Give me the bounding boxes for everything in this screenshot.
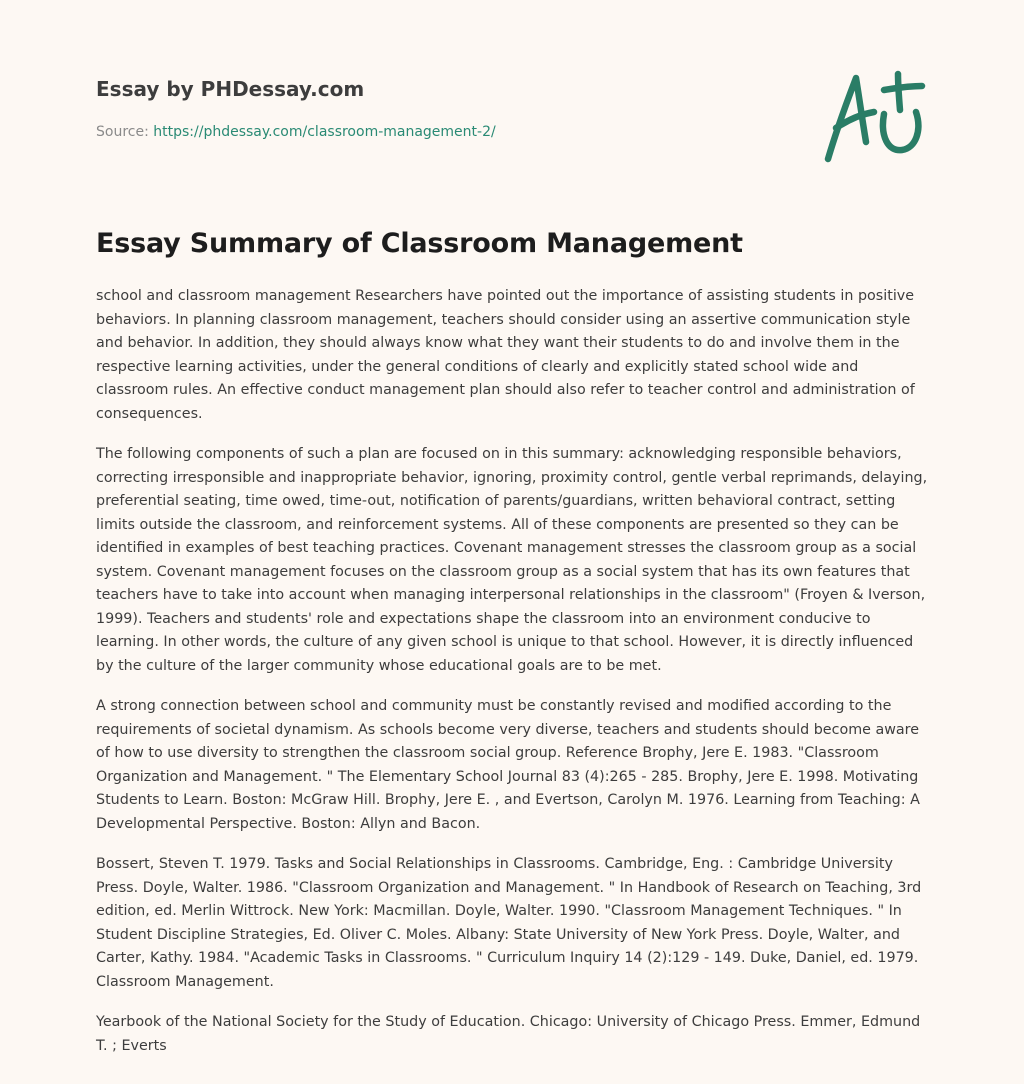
source-label: Source: xyxy=(96,124,149,140)
source-link[interactable]: https://phdessay.com/classroom-management-2/ xyxy=(153,124,496,140)
essay-paragraph: The following components of such a plan are focused on in this summary: acknowledging responsible behaviors, correcting irresponsible and inappropriate behavior, ignoring, proximity control, gentle verbal reprimands, delaying, preferential seating, time owed, time-out, notification of parents/guardians, written behavioral contract, setting limits outside the classroom, and reinforcement systems. All of these components are presented so they can be identified in examples of best teaching practices. Covenant management stresses the classroom group as a social system. Covenant management focuses on the classroom group as a social system that has its own features that teachers have to take into account when managing interpersonal relationships in the classroom" (Froyen & Iverson, 1999). Teachers and students' role and expectations shape the classroom into an environment conducive to learning. In other words, the culture of any given school is unique to that school. However, it is directly influenced by the culture of the larger community whose educational goals are to be met. xyxy=(96,446,928,674)
source-line xyxy=(96,124,496,140)
site-title: Essay by PHDessay.com xyxy=(96,77,365,101)
essay-paragraph: Yearbook of the National Society for the Study of Education. Chicago: University of Chicago Press. Emmer, Edmund T. ; Everts xyxy=(96,1014,921,1054)
essay-title: Essay Summary of Classroom Management xyxy=(96,228,743,259)
essay-paragraph: school and classroom management Researchers have pointed out the importance of assisting students in positive behaviors. In planning classroom management, teachers should consider using an assertive communication style and behavior. In addition, they should always know what they want their students to do and involve them in the respective learning activities, under the general conditions of clearly and explicitly stated school wide and classroom rules. An effective conduct management plan should also refer to teacher control and administration of consequences. xyxy=(96,288,915,422)
logo-plus-vertical xyxy=(898,74,900,110)
essay-paragraph: Bossert, Steven T. 1979. Tasks and Social Relationships in Classrooms. Cambridge, Eng. : Cambridge University Press. Doyle, Walter. 1986. "Classroom Organization and Management. " In Handbook of Research on Teaching, 3rd edition, ed. Merlin Wittrock. New York: Macmillan. Doyle, Walter. 1990. "Classroom Management Techniques. " In Student Discipline Strategies, Ed. Oliver C. Moles. Albany: State University of New York Press. Doyle, Walter, and Carter, Kathy. 1984. "Academic Tasks in Classrooms. " Curriculum Inquiry 14 (2):129 - 149. Duke, Daniel, ed. 1979. Classroom Management. xyxy=(96,856,922,990)
essay-body xyxy=(96,285,932,1075)
logo-plus-horizontal xyxy=(884,86,922,90)
essay-paragraph: A strong connection between school and community must be constantly revised and modified according to the requirements of societal dynamism. As schools become very diverse, teachers and students should become aware of how to use diversity to strengthen the classroom social group. Reference Brophy, Jere E. 1983. "Classroom Organization and Management. " The Elementary School Journal 83 (4):265 - 285. Brophy, Jere E. 1998. Motivating Students to Learn. Boston: McGraw Hill. Brophy, Jere E. , and Evertson, Carolyn M. 1976. Learning from Teaching: A Developmental Perspective. Boston: Allyn and Bacon. xyxy=(96,698,920,832)
a-plus-logo-icon xyxy=(822,66,928,166)
logo-u-curve xyxy=(883,112,918,150)
